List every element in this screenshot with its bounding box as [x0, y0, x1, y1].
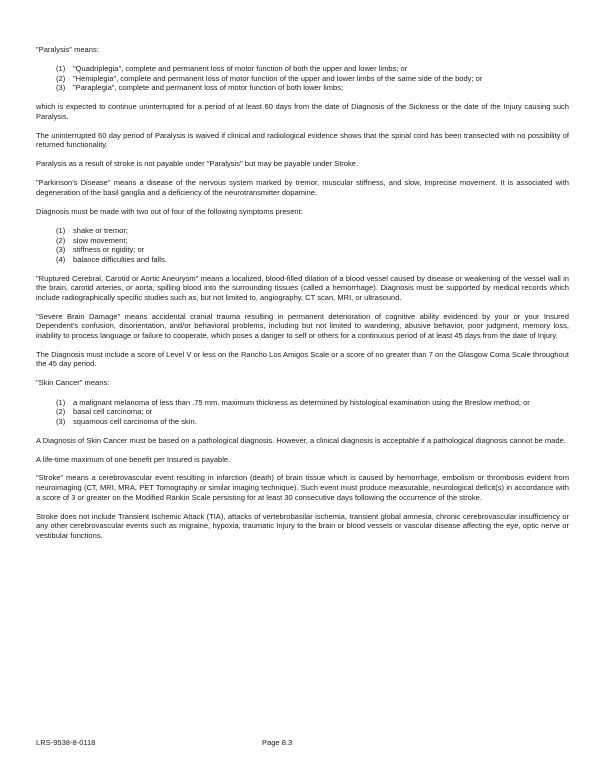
skin-cancer-definition-list [36, 398, 569, 427]
list-item [56, 417, 569, 427]
list-item [56, 226, 569, 236]
page-footer [36, 738, 569, 748]
severe-brain-damage-paragraph: "Severe Brain Damage" means accidental cranial trauma resulting in permanent deterioration of cognitive ability evidenced by your or your Insured Dependent's confusion, disorientation, and/or behavioral problems, including but not limited to wandering, abusive behavior, poor judgment, memory loss, inability to process language or failure to cooperate, which poses a danger to self or others for a continuous period of at least 45 days from the date of Injury. [36, 311, 569, 340]
parkinsons-definition-paragraph: "Parkinson's Disease" means a disease of the nervous system marked by tremor, muscular stiffness, and slow, imprecise movement. It is associated with degeneration of the basil ganglia and a deficiency of the neurotransmitter dopamine. [36, 178, 569, 197]
list-item-text: stiffness or rigidity; or [73, 245, 145, 255]
list-marker: (3) [56, 245, 66, 255]
list-item-text: "Quadriplegia", complete and permanent loss of motor function of both the upper and lower limbs; or [73, 64, 408, 74]
list-marker: (1) [56, 397, 66, 407]
list-marker: (4) [56, 254, 66, 264]
paralysis-definition-list [36, 64, 569, 93]
list-item-text: slow movement; [73, 235, 128, 245]
page-number: Page 8.3 [262, 738, 293, 748]
list-item [56, 83, 569, 93]
list-item-text: "Hemiplegia", complete and permanent loss of motor function of the upper and lower limbs of the same side of the body; or [73, 73, 483, 83]
paralysis-continuation-paragraph: which is expected to continue uninterrupted for a period of at least 60 days from the date of Diagnosis of the Sickness or the date of the Injury causing such Paralysis. [36, 102, 569, 121]
form-number: LRS-9538-8-0118 [36, 738, 96, 748]
list-marker: (1) [56, 226, 66, 236]
parkinsons-diagnosis-heading: Diagnosis must be made with two out of four of the following symptoms present: [36, 206, 303, 216]
list-item [56, 245, 569, 255]
stroke-exclusions-paragraph: Stroke does not include Transient Ischemic Attack (TIA), attacks of vertebrobasilar ischemia, transient global amnesia, chronic cerebrovascular insufficiency or any other cerebrovascular events such as migraine, hypoxia, traumatic Injury to the brain or blood vessels or vascular disease affecting the eye, optic nerve or vestibular functions. [36, 511, 569, 540]
skin-cancer-diagnosis-paragraph: A Diagnosis of Skin Cancer must be based on a pathological diagnosis. However, a clinical diagnosis is acceptable if a pathological diagnosis cannot be made. [36, 435, 566, 445]
severe-brain-damage-scoring-paragraph: The Diagnosis must include a score of Level V or less on the Rancho Los Amigos Scale or a score of no greater than 7 on the Glasgow Coma Scale throughout the 45 day period. [36, 349, 569, 369]
list-marker: (2) [56, 73, 66, 83]
skin-cancer-maximum-paragraph: A life-time maximum of one benefit per Insured is payable. [36, 454, 231, 464]
stroke-definition-paragraph: "Stroke" means a cerebrovascular event resulting in infarction (death) of brain tissue which is caused by hemorrhage, embolism or thrombosis evident from neuroimaging (CT, MRI, MRA, PET Tomography or similar imaging technique). Such event must produce measurable, neurological deficit(s) in accordance with a score of 3 or greater on the Modified Rankin Scale persisting for at least 30 consecutive days following the occurrence of the stroke. [36, 473, 569, 502]
list-item [56, 407, 569, 417]
list-item [56, 64, 569, 74]
list-item [56, 74, 569, 84]
parkinsons-symptom-list [36, 226, 569, 264]
list-marker: (3) [56, 83, 66, 93]
list-marker: (3) [56, 416, 66, 426]
list-item [56, 255, 569, 265]
skin-cancer-heading: "Skin Cancer" means: [36, 378, 110, 388]
list-marker: (2) [56, 407, 66, 417]
list-item [56, 398, 569, 408]
document-body [36, 45, 569, 540]
paralysis-heading: "Paralysis" means: [36, 45, 99, 54]
aneurysm-definition-paragraph: "Ruptured Cerebral, Carotid or Aortic Aneurysm" means a localized, blood-filled dilation of a blood vessel caused by disease or weakening of the vessel wall in the brain, carotid arteries, or aorta, spilling blood into the surrounding tissues (called a hemorrhage). Diagnosis must be supported by medical records which include radiographically specific studies such as, but not limited to, angiography, CT scan, MRI, or ultrasound. [36, 273, 569, 302]
paralysis-waiver-paragraph: The uninterrupted 60 day period of Paralysis is waived if clinical and radiological evidence shows that the spinal cord has been transected with no possibility of returned functionality. [36, 130, 569, 150]
list-item [56, 236, 569, 246]
list-item-text: basal cell carcinoma; or [73, 407, 153, 417]
list-marker: (2) [56, 235, 66, 245]
paralysis-stroke-note-paragraph: Paralysis as a result of stroke is not payable under "Paralysis" but may be payable under Stroke. [36, 159, 359, 169]
list-item-text: squamous cell carcinoma of the skin. [73, 416, 197, 426]
list-item-text: shake or tremor; [73, 226, 128, 236]
list-item-text: a malignant melanoma of less than .75 mm. maximum thickness as determined by histological examination using the Breslow method; or [73, 397, 530, 407]
list-item-text: "Paraplegia", complete and permanent loss of motor function of both lower limbs; [73, 83, 344, 93]
list-item-text: balance difficulties and falls. [73, 254, 167, 264]
list-marker: (1) [56, 64, 66, 74]
